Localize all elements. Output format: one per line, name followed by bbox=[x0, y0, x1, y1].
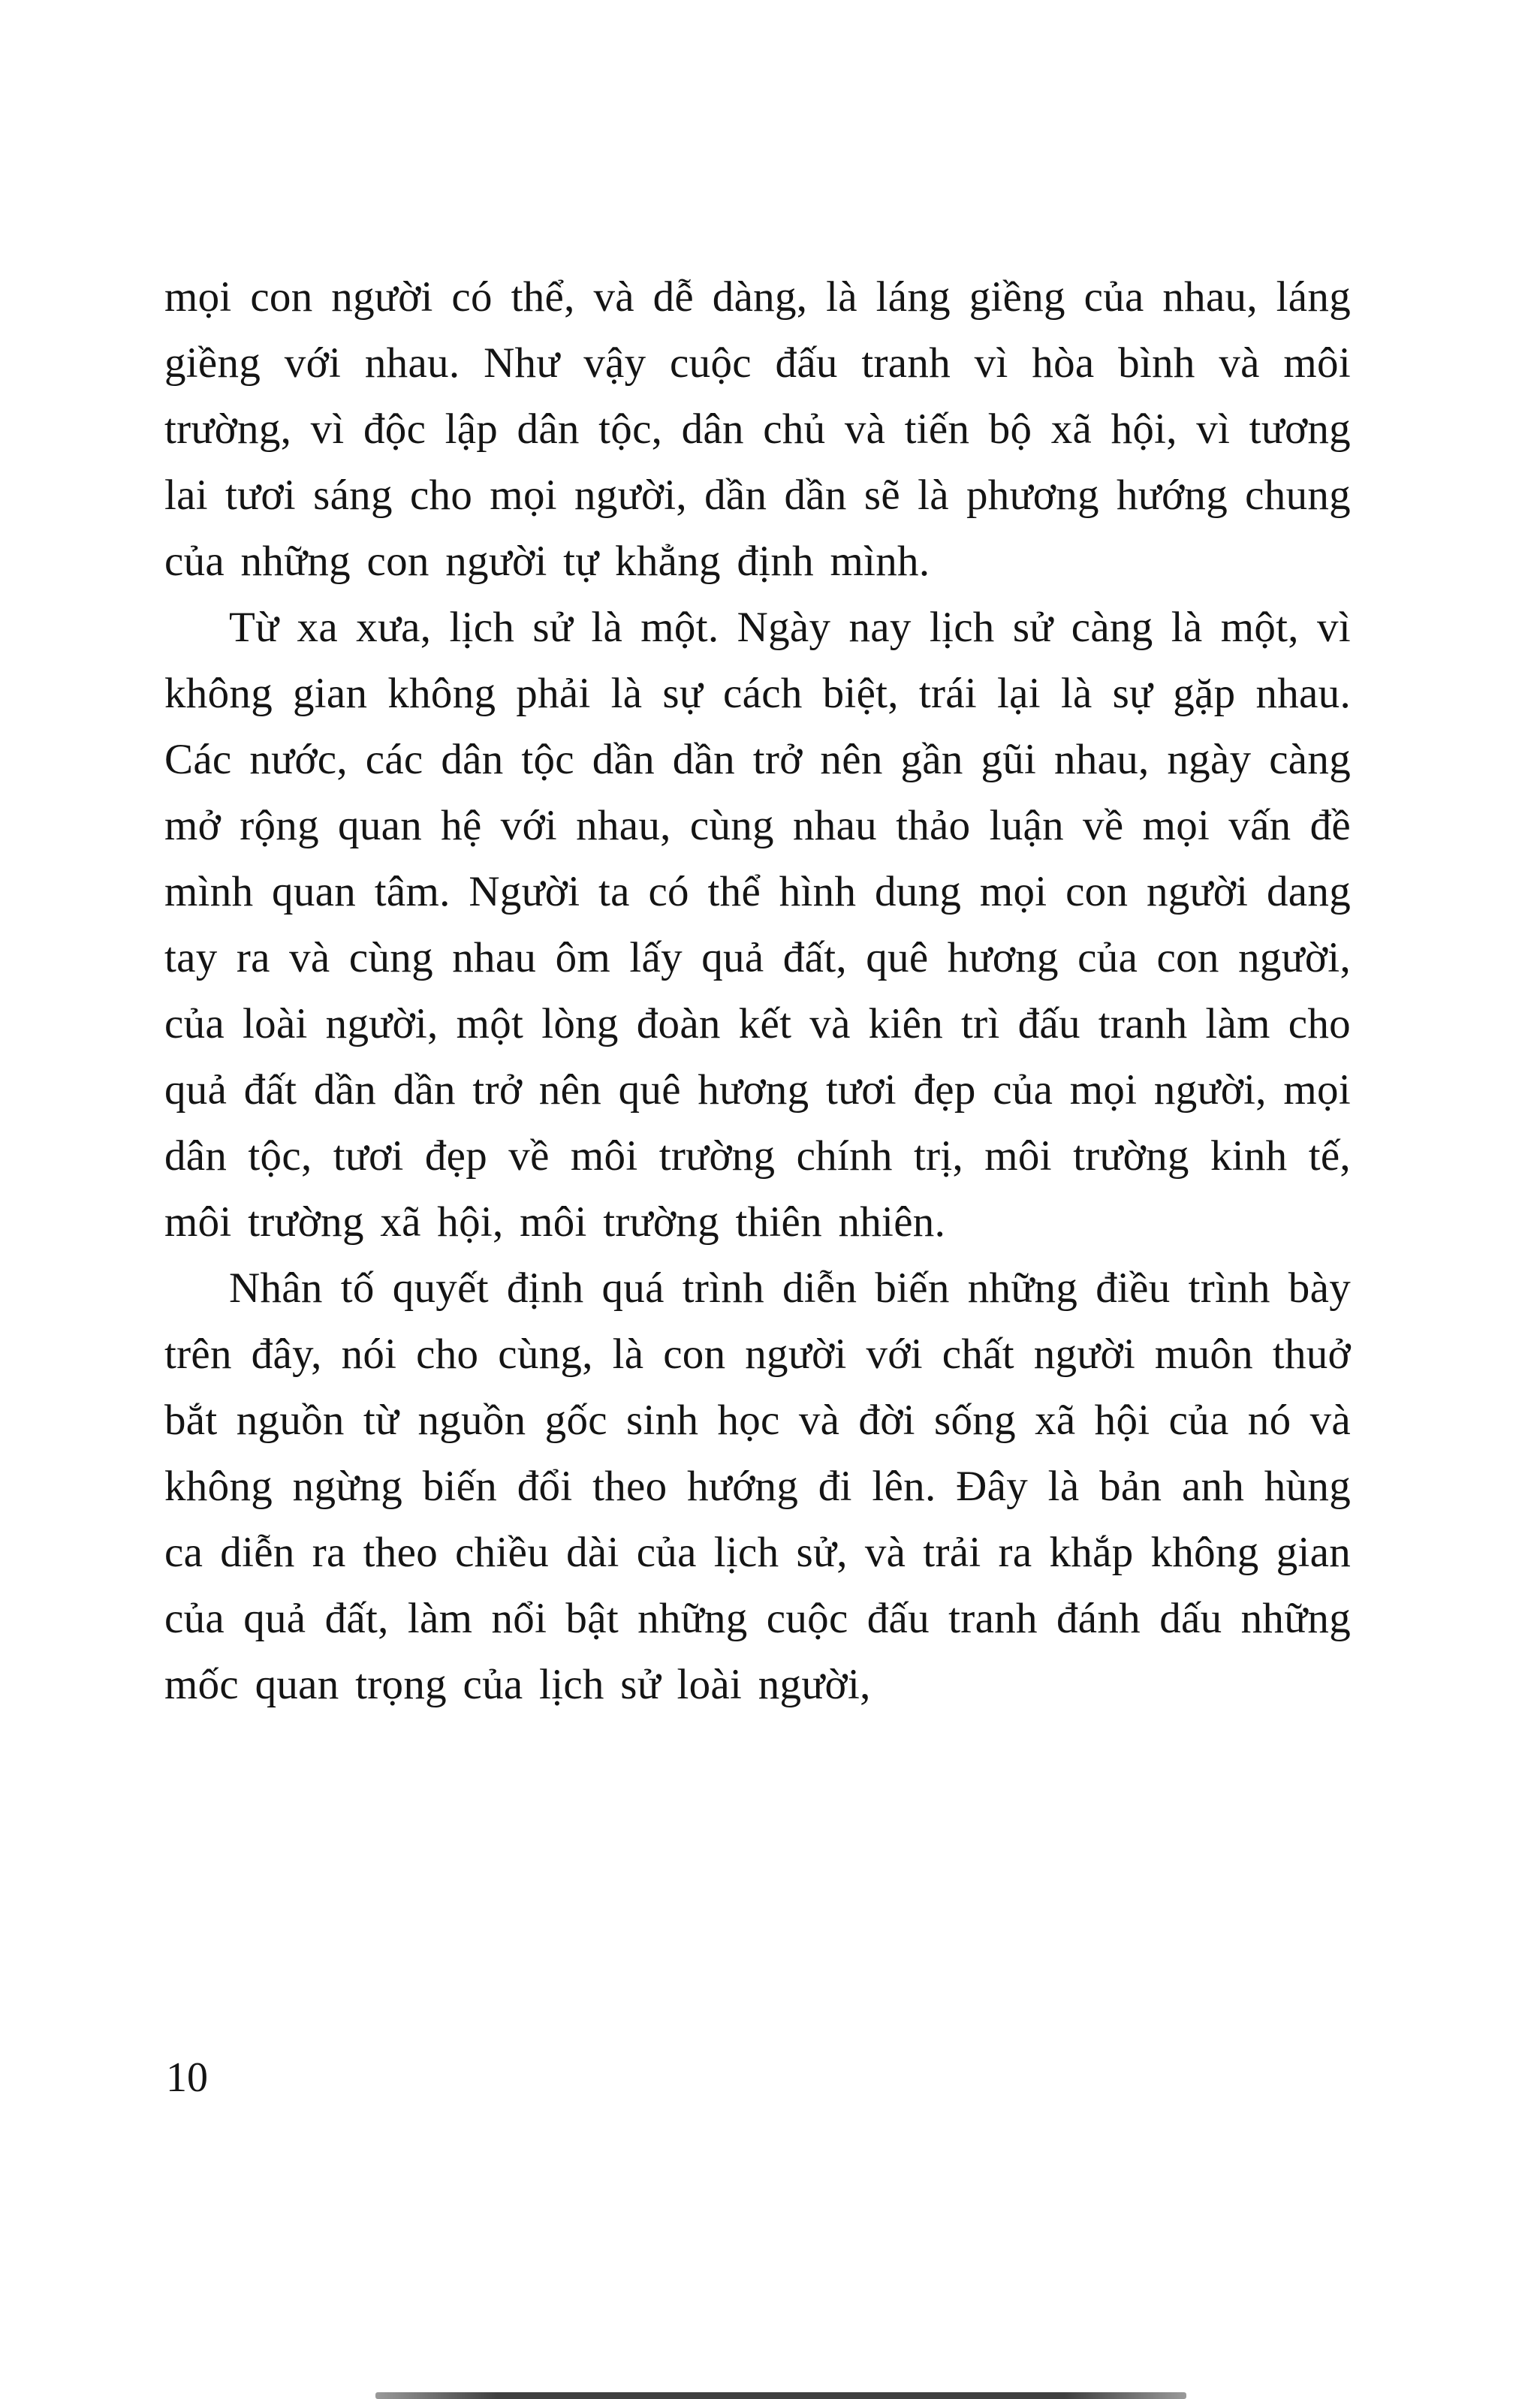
page-number: 10 bbox=[166, 2054, 208, 2101]
page-text-block bbox=[164, 264, 1351, 1718]
scan-edge-artifact bbox=[375, 2392, 1186, 2399]
body-paragraph: Từ xa xưa, lịch sử là một. Ngày nay lịch sử càng là một, vì không gian không phải là sự cách biệt, trái lại là sự gặp nhau. Các nước, các dân tộc dần dần trở nên gần gũi nhau, ngày càng mở rộng quan hệ với nhau, cùng nhau thảo luận về mọi vấn đề mình quan tâm. Người ta có thể hình dung mọi con người dang tay ra và cùng nhau ôm lấy quả đất, quê hương của con người, của loài người, một lòng đoàn kết và kiên trì đấu tranh làm cho quả đất dần dần trở nên quê hương tươi đẹp của mọi người, mọi dân tộc, tươi đẹp về môi trường chính trị, môi trường kinh tế, môi trường xã hội, môi trường thiên nhiên. bbox=[164, 604, 1351, 1246]
body-paragraph: Nhân tố quyết định quá trình diễn biến những điều trình bày trên đây, nói cho cùng, là con người với chất người muôn thuở bắt nguồn từ nguồn gốc sinh học và đời sống xã hội của nó và không ngừng biến đổi theo hướng đi lên. Đây là bản anh hùng ca diễn ra theo chiều dài của lịch sử, và trải ra khắp không gian của quả đất, làm nổi bật những cuộc đấu tranh đánh dấu những mốc quan trọng của lịch sử loài người, bbox=[164, 1264, 1351, 1708]
body-paragraph: mọi con người có thể, và dễ dàng, là láng giềng của nhau, láng giềng với nhau. Như vậy cuộc đấu tranh vì hòa bình và môi trường, vì độc lập dân tộc, dân chủ và tiến bộ xã hội, vì tương lai tươi sáng cho mọi người, dần dần sẽ là phương hướng chung của những con người tự khẳng định mình. bbox=[164, 273, 1351, 585]
